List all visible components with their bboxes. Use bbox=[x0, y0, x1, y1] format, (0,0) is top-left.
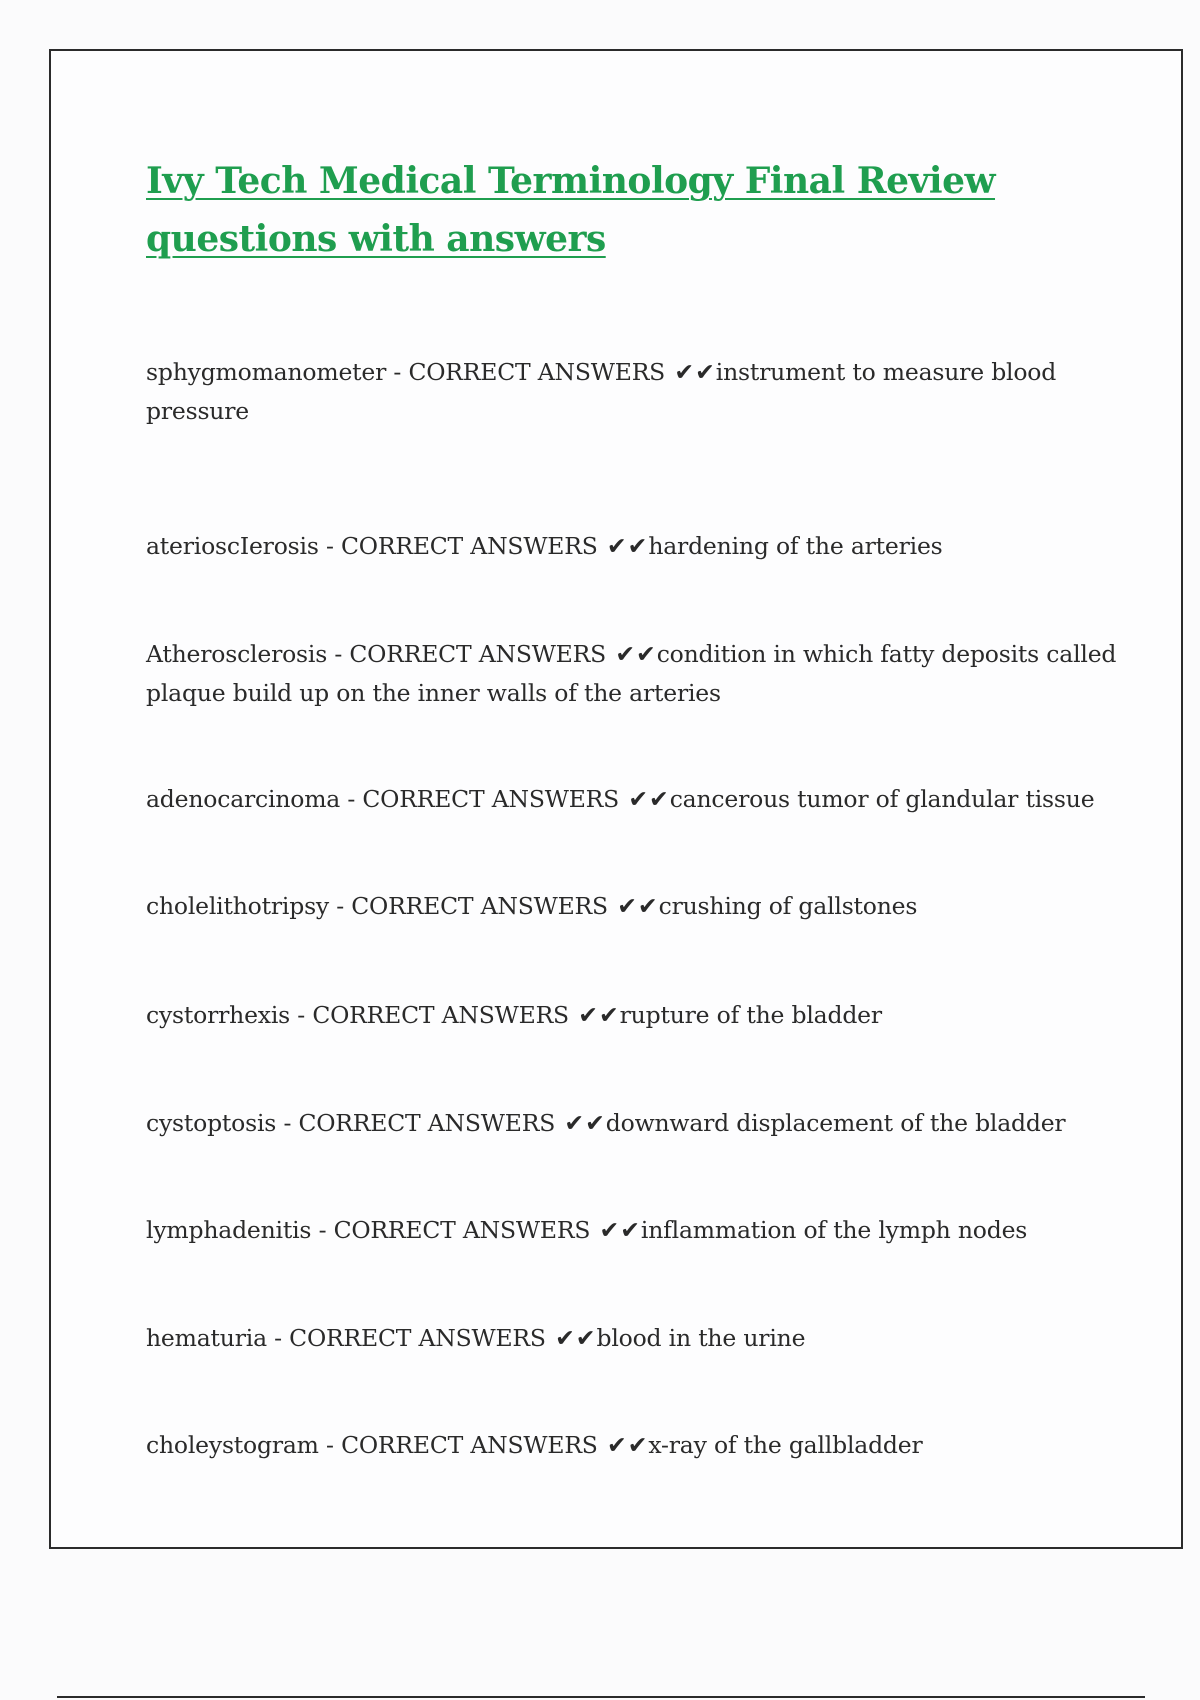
checkmark-icon: ✔✔ bbox=[617, 892, 659, 920]
answer-label: CORRECT ANSWERS bbox=[362, 785, 620, 813]
answer-label: CORRECT ANSWERS bbox=[333, 1216, 591, 1244]
checkmark-icon: ✔✔ bbox=[628, 785, 670, 813]
answer-text: cancerous tumor of glandular tissue bbox=[669, 785, 1095, 813]
separator: - bbox=[318, 1431, 342, 1459]
term: cholelithotripsy bbox=[146, 892, 329, 920]
checkmark-icon: ✔✔ bbox=[599, 1216, 641, 1244]
separator: - bbox=[318, 532, 341, 560]
answer-text: x-ray of the gallbladder bbox=[648, 1431, 923, 1459]
term: cystorrhexis bbox=[146, 1001, 291, 1029]
answer-text: inflammation of the lymph nodes bbox=[640, 1216, 1028, 1244]
term: aterioscIerosis bbox=[146, 532, 319, 560]
separator: - bbox=[311, 1216, 334, 1244]
answer-label: CORRECT ANSWERS bbox=[351, 892, 608, 920]
answer-label: CORRECT ANSWERS bbox=[408, 358, 666, 386]
qa-item bbox=[146, 887, 1136, 926]
answer-text: blood in the urine bbox=[596, 1324, 806, 1352]
answer-text: rupture of the bladder bbox=[619, 1001, 882, 1029]
qa-item bbox=[146, 780, 1136, 819]
answer-text: hardening of the arteries bbox=[648, 532, 943, 560]
checkmark-icon: ✔✔ bbox=[615, 640, 657, 668]
term: adenocarcinoma bbox=[146, 785, 341, 813]
checkmark-icon: ✔✔ bbox=[606, 532, 649, 560]
checkmark-icon: ✔✔ bbox=[564, 1109, 606, 1137]
bottom-rule bbox=[57, 1696, 1145, 1698]
separator: - bbox=[340, 785, 363, 813]
answer-text: condition in which fatty deposits called plaque build up on the inner walls of the arteries bbox=[146, 640, 1117, 707]
separator: - bbox=[329, 892, 352, 920]
qa-item bbox=[146, 1211, 1136, 1250]
separator: - bbox=[276, 1109, 299, 1137]
checkmark-icon: ✔✔ bbox=[555, 1324, 597, 1352]
answer-label: CORRECT ANSWERS bbox=[349, 640, 607, 668]
checkmark-icon: ✔✔ bbox=[578, 1001, 620, 1029]
answer-text: crushing of gallstones bbox=[658, 892, 918, 920]
checkmark-icon: ✔✔ bbox=[607, 1431, 649, 1459]
answer-label: CORRECT ANSWERS bbox=[312, 1001, 569, 1029]
term: cystoptosis bbox=[146, 1109, 277, 1137]
separator: - bbox=[290, 1001, 313, 1029]
qa-item bbox=[146, 527, 1136, 566]
qa-item bbox=[146, 635, 1136, 713]
page-frame bbox=[49, 49, 1183, 1549]
document-title: Ivy Tech Medical Terminology Final Review questions with answers bbox=[146, 160, 996, 260]
checkmark-icon: ✔✔ bbox=[674, 358, 716, 386]
qa-item bbox=[146, 1426, 1136, 1465]
answer-label: CORRECT ANSWERS bbox=[289, 1324, 546, 1352]
qa-item bbox=[146, 996, 1136, 1035]
separator: - bbox=[386, 358, 409, 386]
answer-label: CORRECT ANSWERS bbox=[340, 532, 598, 560]
term: choleystogram bbox=[146, 1431, 319, 1459]
term: sphygmomanometer bbox=[146, 358, 387, 386]
answer-label: CORRECT ANSWERS bbox=[298, 1109, 556, 1137]
term: lymphadenitis bbox=[146, 1216, 312, 1244]
term: hematuria bbox=[146, 1324, 267, 1352]
answer-label: CORRECT ANSWERS bbox=[341, 1431, 598, 1459]
qa-item bbox=[146, 1104, 1136, 1143]
separator: - bbox=[327, 640, 350, 668]
answer-text: instrument to measure blood pressure bbox=[146, 358, 1057, 425]
separator: - bbox=[266, 1324, 290, 1352]
qa-item bbox=[146, 1319, 1136, 1358]
answer-text: downward displacement of the bladder bbox=[605, 1109, 1066, 1137]
qa-item bbox=[146, 353, 1136, 431]
term: Atherosclerosis bbox=[146, 640, 328, 668]
